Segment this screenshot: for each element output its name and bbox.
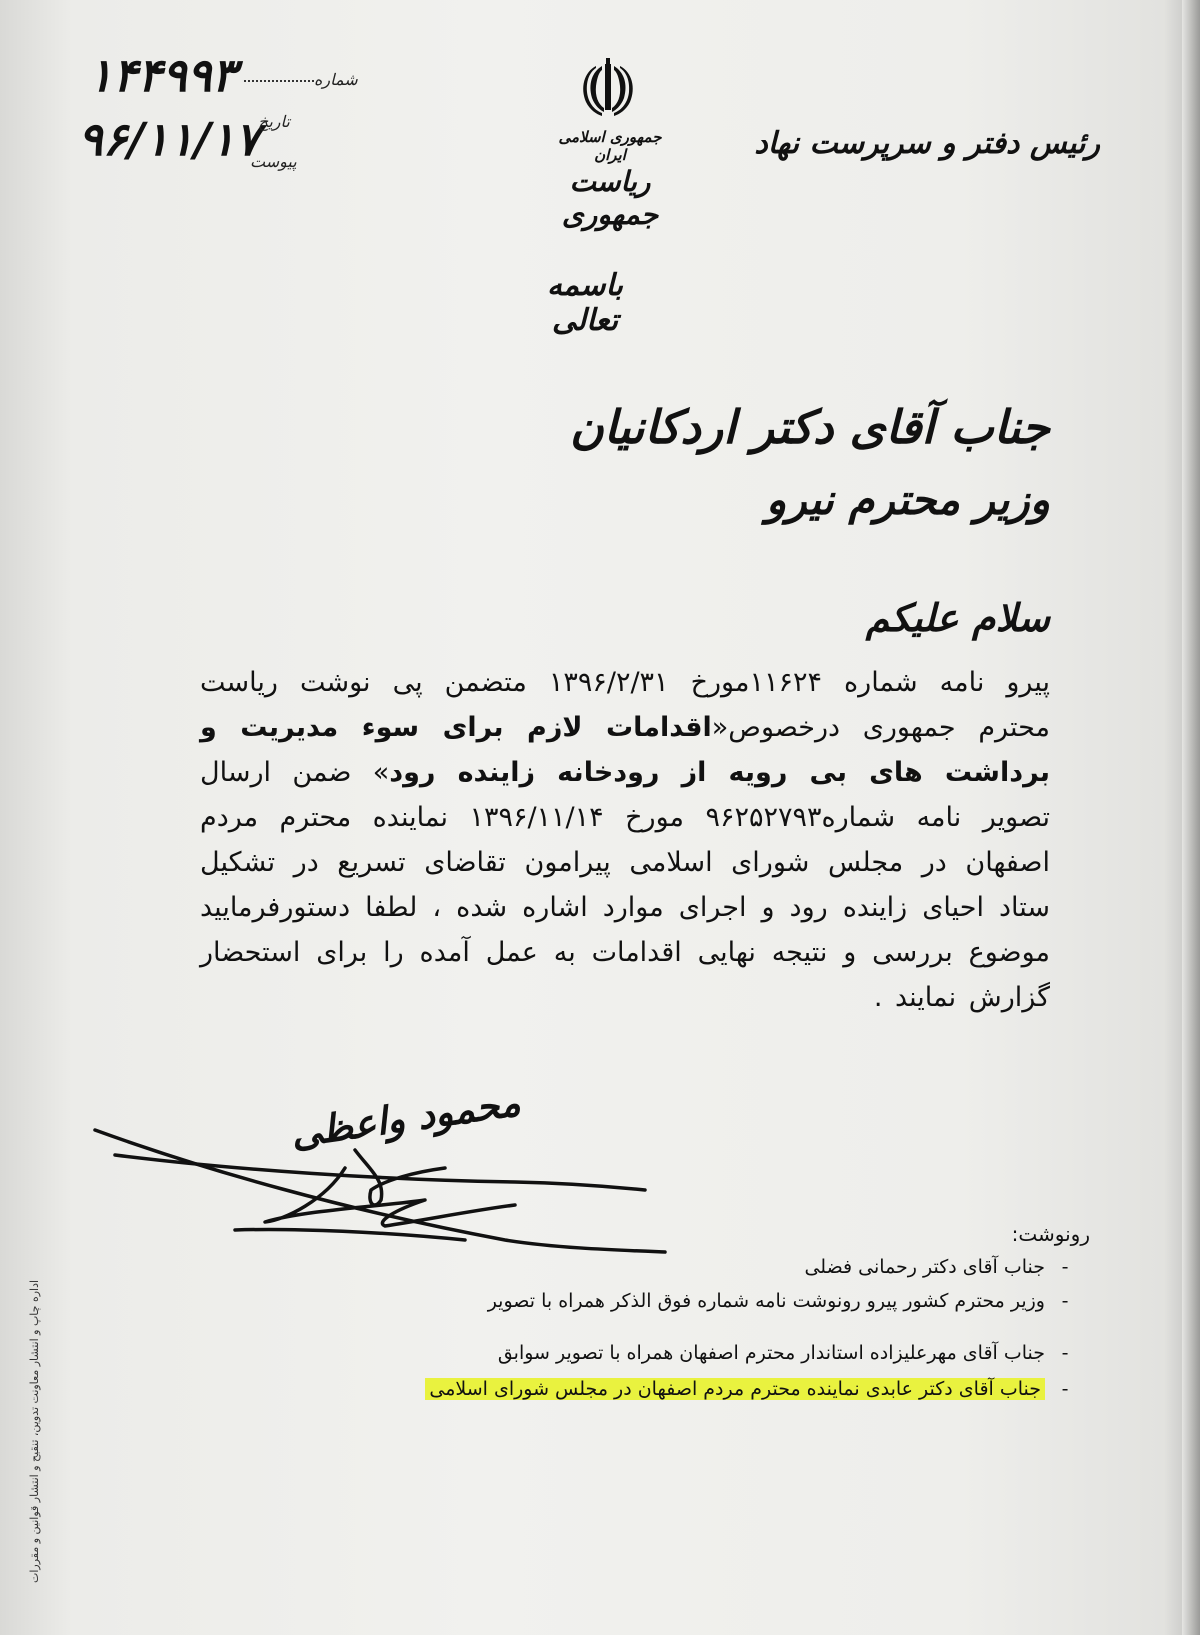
letter-number: ۱۴۴۹۹۳ bbox=[88, 48, 237, 102]
iran-emblem-icon bbox=[578, 58, 638, 120]
signature-scribble bbox=[85, 1110, 685, 1260]
cc-item-3: -جناب آقای دکتر عابدی نماینده محترم مردم اصفهان در مجلس شورای اسلامی bbox=[185, 1378, 1085, 1400]
side-note: اداره چاپ و انتشار معاونت تدوین، تنقیح و انتشار قوانین و مقررات bbox=[28, 1280, 41, 1584]
label-number: شماره bbox=[240, 70, 358, 89]
cc-item-1-line1: -جناب آقای دکتر رحمانی فضلی bbox=[804, 1256, 1069, 1278]
body-text-1: پیرو نامه شماره ۱۱۶۲۴مورخ ۱۳۹۶/۲/۳۱ متضمن پی نوشت ریاست محترم جمهوری درخصوص« bbox=[200, 667, 1050, 743]
office-head-title: رئیس دفتر و سرپرست نهاد bbox=[754, 126, 1100, 161]
body-bold-subject: اقدامات لازم برای سوء مدیریت و برداشت های بی رویه از رودخانه زاینده رود bbox=[200, 712, 1051, 788]
bismillah: باسمه تعالی bbox=[546, 268, 624, 338]
body-text-2: » ضمن ارسال تصویر نامه شماره۹۶۲۵۲۷۹۳ مورخ ۱۳۹۶/۱۱/۱۴ نماینده محترم مردم اصفهان در مجلس شورای اسلامی پیرامون تقاضای تسریع در تشکیل ستاد احیای زاینده رود و اجرای موارد اشاره شده ، لطفا دستورفرمایید موضوع بررسی و نتیجه نهایی اقدامات به عمل آمده را برای استحضار گزارش نمایند . bbox=[200, 757, 1051, 1013]
letter-body bbox=[200, 660, 1050, 1020]
label-attachment: پیوست bbox=[250, 152, 297, 171]
addressee-name: جناب آقای دکتر اردکانیان bbox=[570, 400, 1050, 454]
presidency-title: ریاست جمهوری bbox=[561, 165, 659, 231]
signatory-name: محمود واعظی bbox=[287, 1079, 524, 1156]
addressee-title: وزیر محترم نیرو bbox=[766, 475, 1050, 524]
page-edge-shadow bbox=[1182, 0, 1200, 1635]
cc-item-1-line2: -وزیر محترم کشور پیرو رونوشت نامه شماره فوق الذکر همراه با تصویر bbox=[487, 1290, 1069, 1312]
state-name: جمهوری اسلامی ایران bbox=[558, 128, 662, 164]
cc-label: رونوشت: bbox=[1011, 1222, 1090, 1246]
greeting: سلام علیکم bbox=[865, 595, 1050, 640]
highlighted-cc: جناب آقای دکتر عابدی نماینده محترم مردم اصفهان در مجلس شورای اسلامی bbox=[425, 1378, 1045, 1400]
number-dots bbox=[244, 80, 314, 82]
cc-item-2: -جناب آقای مهرعلیزاده استاندار محترم اصفهان همراه با تصویر سوابق bbox=[497, 1342, 1069, 1364]
label-date: تاریخ bbox=[258, 112, 290, 131]
letter-date: ۹۶/۱۱/۱۷ bbox=[78, 112, 260, 166]
